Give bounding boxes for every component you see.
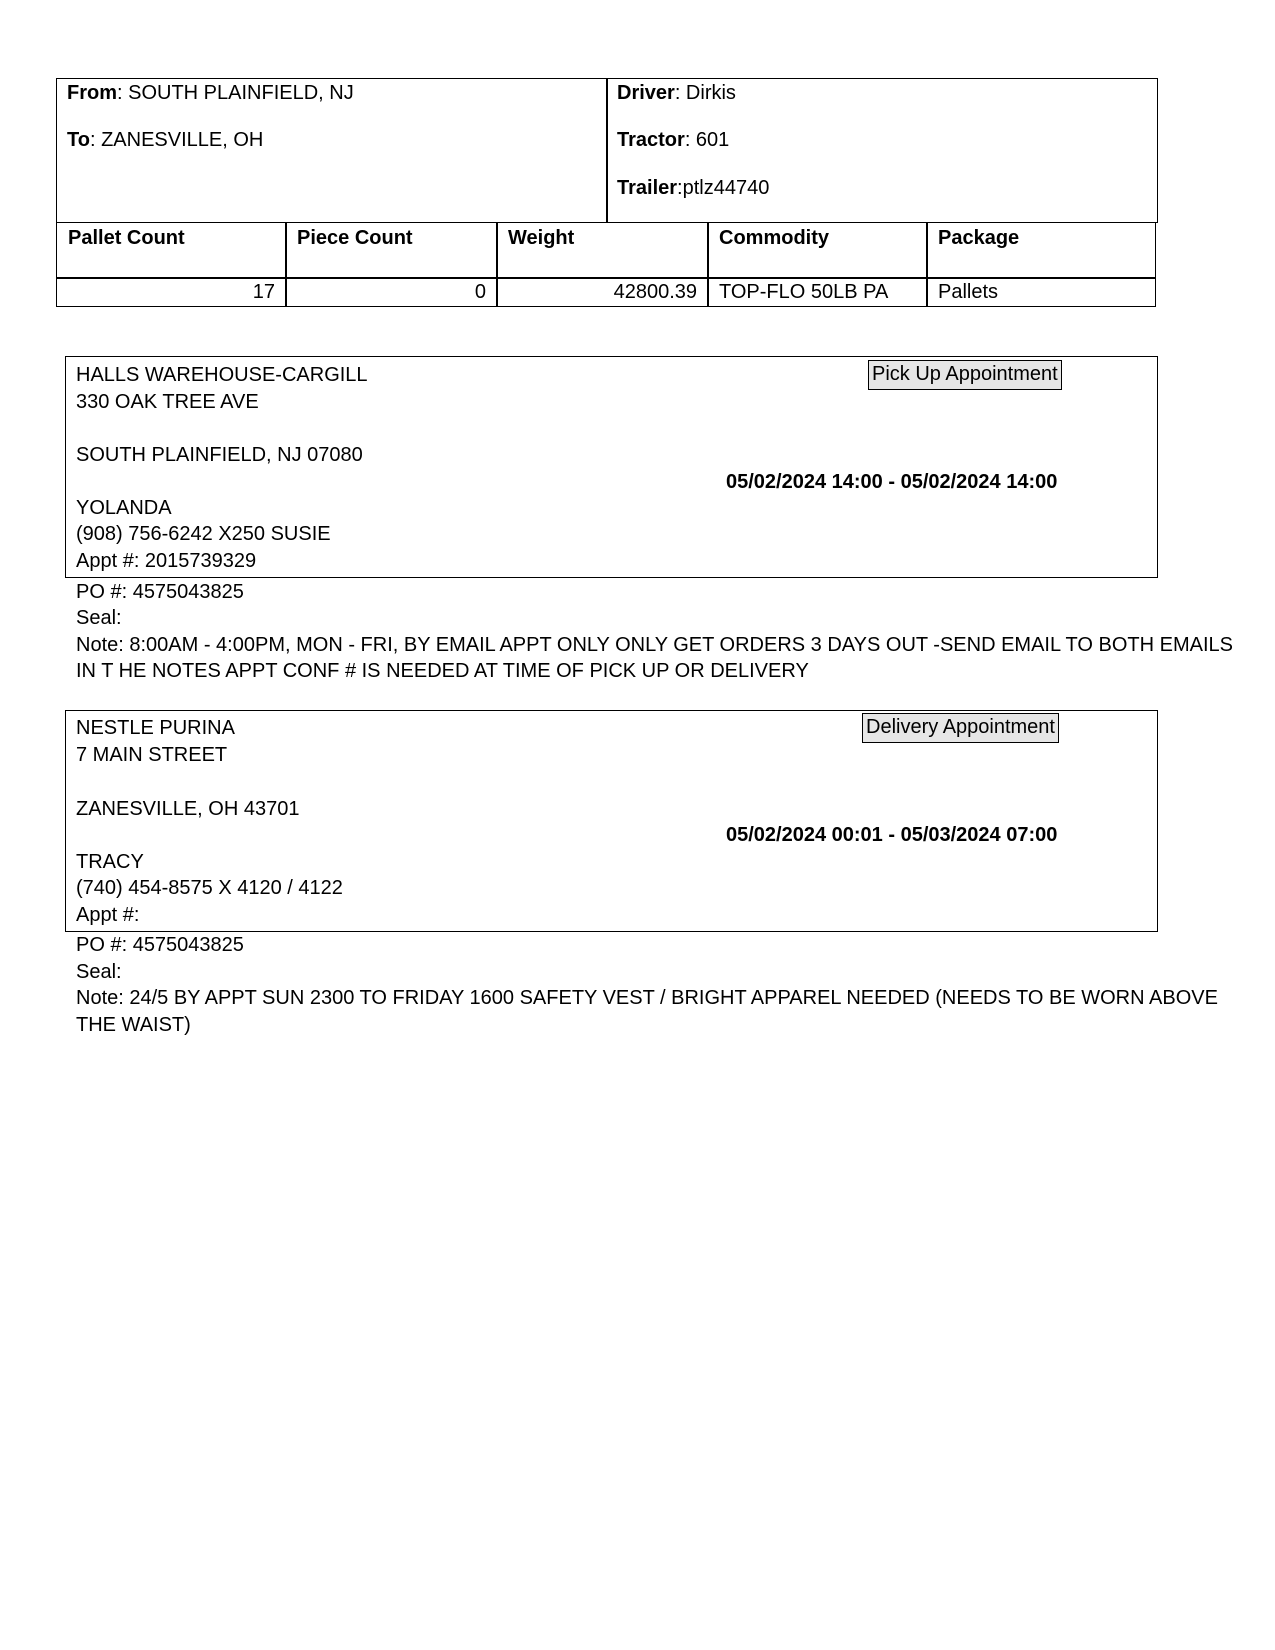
header-divider bbox=[606, 78, 608, 223]
cell-piece-count: 0 bbox=[474, 281, 486, 303]
delivery-street: 7 MAIN STREET bbox=[76, 744, 228, 766]
to-label: To bbox=[67, 129, 90, 151]
delivery-note-line2: THE WAIST) bbox=[76, 1014, 191, 1036]
trailer-label: Trailer bbox=[617, 177, 678, 199]
pickup-city: SOUTH PLAINFIELD, NJ 07080 bbox=[76, 444, 363, 466]
col-header-pallet-count: Pallet Count bbox=[68, 227, 185, 249]
from-label: From bbox=[67, 82, 117, 104]
driver-field bbox=[617, 81, 736, 105]
trailer-field bbox=[617, 176, 769, 200]
delivery-seal: Seal: bbox=[76, 961, 122, 983]
from-value: : SOUTH PLAINFIELD, NJ bbox=[117, 82, 354, 104]
pickup-appt-number: Appt #: 2015739329 bbox=[76, 550, 257, 572]
delivery-phone: (740) 454-8575 X 4120 / 4122 bbox=[76, 877, 343, 899]
delivery-po: PO #: 4575043825 bbox=[76, 934, 244, 956]
from-field bbox=[67, 81, 354, 105]
trailer-value: :ptlz44740 bbox=[677, 177, 770, 199]
col-header-weight: Weight bbox=[508, 227, 575, 249]
delivery-name: NESTLE PURINA bbox=[76, 717, 235, 739]
tractor-field bbox=[617, 128, 729, 152]
col-header-package: Package bbox=[938, 227, 1020, 249]
delivery-contact: TRACY bbox=[76, 851, 144, 873]
driver-value: : Dirkis bbox=[674, 82, 736, 104]
tractor-label: Tractor bbox=[617, 129, 685, 151]
delivery-appointment-window: 05/02/2024 00:01 - 05/03/2024 07:00 bbox=[726, 824, 1058, 846]
pickup-seal: Seal: bbox=[76, 607, 122, 629]
to-value: : ZANESVILLE, OH bbox=[89, 129, 264, 151]
cell-package: Pallets bbox=[938, 281, 999, 303]
delivery-city: ZANESVILLE, OH 43701 bbox=[76, 798, 300, 820]
cell-commodity: TOP-FLO 50LB PA bbox=[719, 281, 889, 303]
cell-pallet-count: 17 bbox=[252, 281, 275, 303]
driver-label: Driver bbox=[617, 82, 675, 104]
freight-col-divider bbox=[926, 222, 928, 307]
cell-weight: 42800.39 bbox=[613, 281, 697, 303]
to-field bbox=[67, 128, 263, 152]
tractor-value: : 601 bbox=[684, 129, 730, 151]
freight-col-divider bbox=[285, 222, 287, 307]
pickup-appointment-badge: Pick Up Appointment bbox=[868, 360, 1062, 390]
pickup-phone: (908) 756-6242 X250 SUSIE bbox=[76, 523, 331, 545]
freight-col-divider bbox=[496, 222, 498, 307]
freight-col-divider bbox=[707, 222, 709, 307]
pickup-note-line2: IN T HE NOTES APPT CONF # IS NEEDED AT TIME OF PICK UP OR DELIVERY bbox=[76, 660, 809, 682]
col-header-commodity: Commodity bbox=[719, 227, 829, 249]
pickup-po: PO #: 4575043825 bbox=[76, 581, 244, 603]
freight-row-divider bbox=[56, 277, 1156, 279]
delivery-note-line1: Note: 24/5 BY APPT SUN 2300 TO FRIDAY 1600 SAFETY VEST / BRIGHT APPAREL NEEDED (NEEDS TO BE WORN ABOVE bbox=[76, 987, 1218, 1009]
pickup-note-line1: Note: 8:00AM - 4:00PM, MON - FRI, BY EMAIL APPT ONLY ONLY GET ORDERS 3 DAYS OUT -SEND EMAIL TO BOTH EMAILS bbox=[76, 634, 1234, 656]
pickup-street: 330 OAK TREE AVE bbox=[76, 391, 259, 413]
pickup-name: HALLS WAREHOUSE-CARGILL bbox=[76, 364, 368, 386]
pickup-contact: YOLANDA bbox=[76, 497, 172, 519]
delivery-appt-number: Appt #: bbox=[76, 904, 140, 926]
delivery-appointment-badge: Delivery Appointment bbox=[862, 713, 1059, 743]
pickup-appointment-window: 05/02/2024 14:00 - 05/02/2024 14:00 bbox=[726, 471, 1058, 493]
col-header-piece-count: Piece Count bbox=[297, 227, 413, 249]
